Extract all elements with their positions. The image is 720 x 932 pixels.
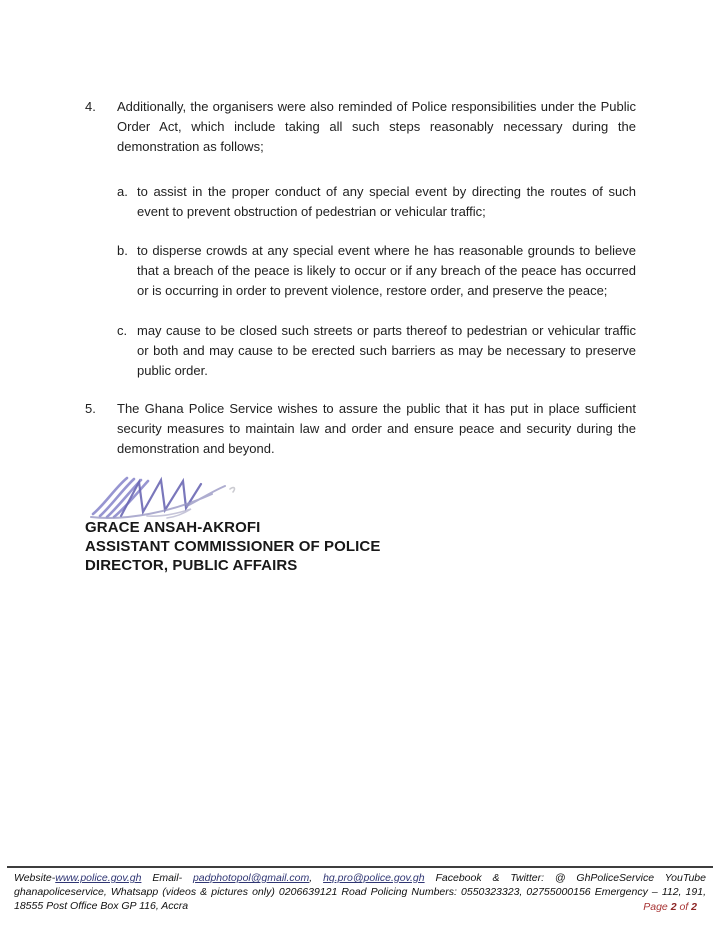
sub-item-b-letter: b. [117,243,128,258]
signatory-identity [85,518,636,575]
sub-item-b-text: to disperse crowds at any special event where he has reasonable grounds to believe that a breach of the peace is likely to occur or if any breach of the peace has occurred or is occurring in order to prevent violence, restore order, and preserve the peace; [137,243,636,298]
sub-item-a-text: to assist in the proper conduct of any special event by directing the routes of such event to prevent obstruction of pedestrian or vehicular traffic; [137,184,636,219]
sub-item-c-text: may cause to be closed such streets or parts thereof to pedestrian or vehicular traffic or both and may cause to be erected such barriers as may be necessary to preserve public order. [137,323,636,378]
signature-block [85,472,636,575]
email-link-1[interactable]: padphotopol@gmail.com [192,872,310,884]
email-label: Email- [141,872,193,884]
document-body [85,0,636,575]
sub-item-b [117,241,636,301]
item-5-number: 5. [85,401,96,416]
sub-item-a-letter: a. [117,184,128,199]
sub-item-a [117,182,636,222]
footer-contact-text [14,871,706,913]
signatory-title-2: DIRECTOR, PUBLIC AFFAIRS [85,557,298,574]
page-total: 2 [691,901,697,913]
numbered-item-5 [85,399,636,459]
page-number [637,900,697,914]
website-label: Website- [14,872,56,884]
item-5-text: The Ghana Police Service wishes to assure the public that it has put in place sufficient security measures to maintain law and order and ensure peace and security during the demonstration and beyond. [117,401,636,456]
page-of-label: of [679,901,689,913]
footer-separator: , [309,872,324,884]
email-link-2[interactable]: hq.pro@police.gov.gh [323,872,425,884]
page-label: Page [643,901,668,913]
website-link[interactable]: www.police.gov.gh [55,872,142,884]
sub-item-c [117,321,636,381]
page-current: 2 [670,901,677,913]
signatory-name: GRACE ANSAH-AKROFI [85,519,261,536]
numbered-item-4 [85,97,636,157]
signature-ink-icon [87,472,237,520]
signatory-title-1: ASSISTANT COMMISSIONER OF POLICE [85,538,381,555]
item-4-text: Additionally, the organisers were also reminded of Police responsibilities under the Public Order Act, which include taking all such steps reasonably necessary during the demonstration as follows; [117,99,636,154]
item-4-number: 4. [85,99,96,114]
footer-tail-text: Facebook & Twitter: @ GhPoliceService YouTube ghanapoliceservice, Whatsapp (videos & pictures only) 0206639121 Road Policing Numbers: 0550323323, 02755000156 Emergency – 112, 191, 18555 Post Office Box GP 116, Accra [14,872,706,912]
document-footer [7,866,713,913]
sub-item-c-letter: c. [117,323,128,338]
